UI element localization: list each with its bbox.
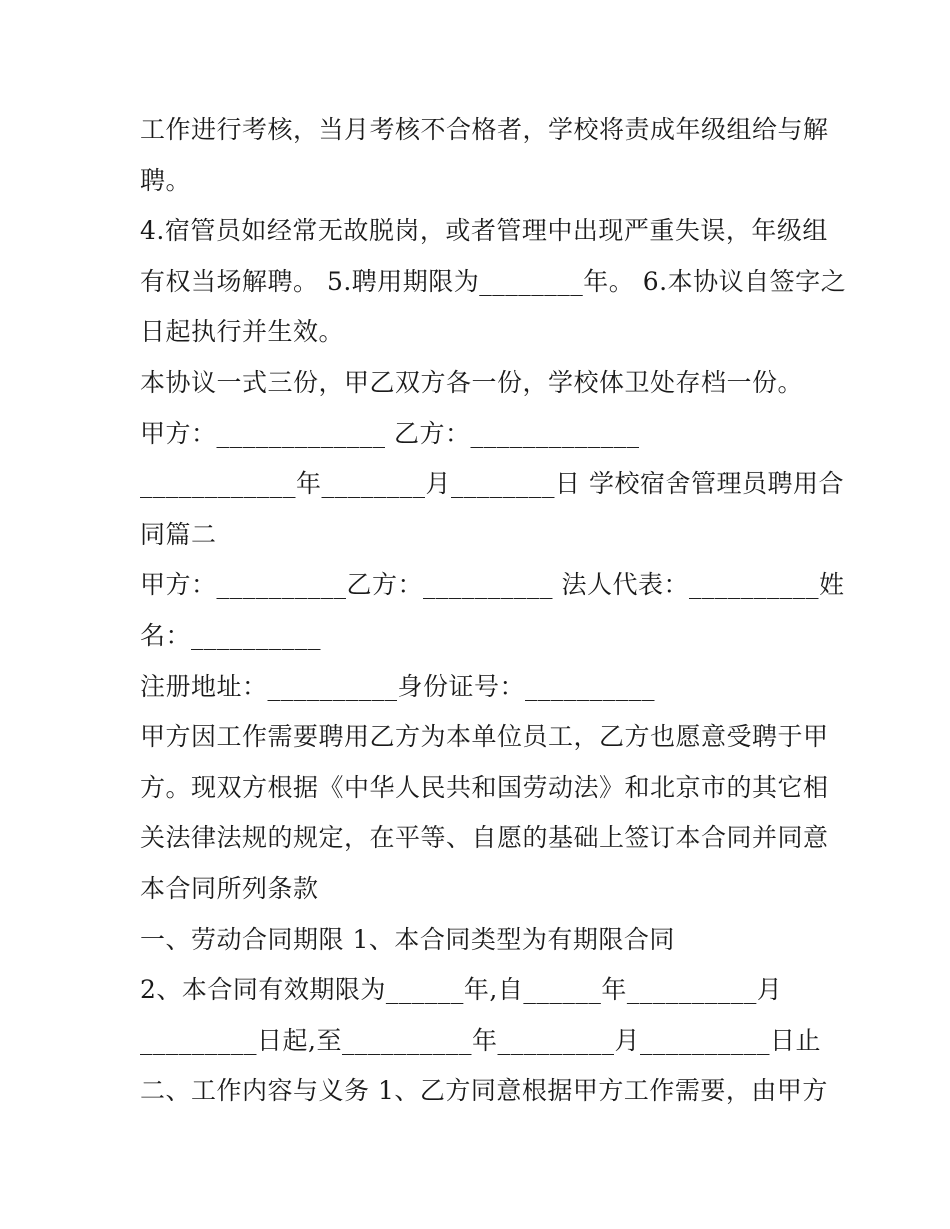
text-line: _________日起,至__________年_________月__________日止 [140,1026,821,1055]
text-line: 聘。 [140,166,192,195]
text-line: 本合同所列条款 [140,874,319,903]
text-line: 甲方：_____________ 乙方：_____________ [140,419,640,448]
text-line: 有权当场解聘。 5.聘用期限为________年。 6.本协议自签字之 [140,267,847,296]
text-line: 甲方因工作需要聘用乙方为本单位员工，乙方也愿意受聘于甲 [140,722,829,751]
text-line: 方。现双方根据《中华人民共和国劳动法》和北京市的其它相 [140,773,829,802]
text-line: 一、劳动合同期限 1、本合同类型为有期限合同 [140,925,675,954]
text-line: 甲方：__________乙方：__________ 法人代表：__________姓 [140,570,845,599]
text-line: 二、工作内容与义务 1、乙方同意根据甲方工作需要，由甲方 [140,1076,828,1105]
text-line: 关法律法规的规定，在平等、自愿的基础上签订本合同并同意 [140,823,829,852]
text-line: 同篇二 [140,520,217,549]
text-line: 日起执行并生效。 [140,317,345,346]
text-line: 4.宿管员如经常无故脱岗，或者管理中出现严重失误，年级组 [140,216,828,245]
text-line: 注册地址：__________身份证号：__________ [140,672,656,701]
text-line: 工作进行考核，当月考核不合格者，学校将责成年级组给与解 [140,115,829,144]
text-line: 本协议一式三份，甲乙双方各一份，学校体卫处存档一份。 [140,368,804,397]
text-line: 名：__________ [140,621,322,650]
text-line: ____________年________月________日 学校宿舍管理员聘用合 [140,469,844,498]
text-line: 2、本合同有效期限为______年,自______年__________月 [140,975,783,1004]
